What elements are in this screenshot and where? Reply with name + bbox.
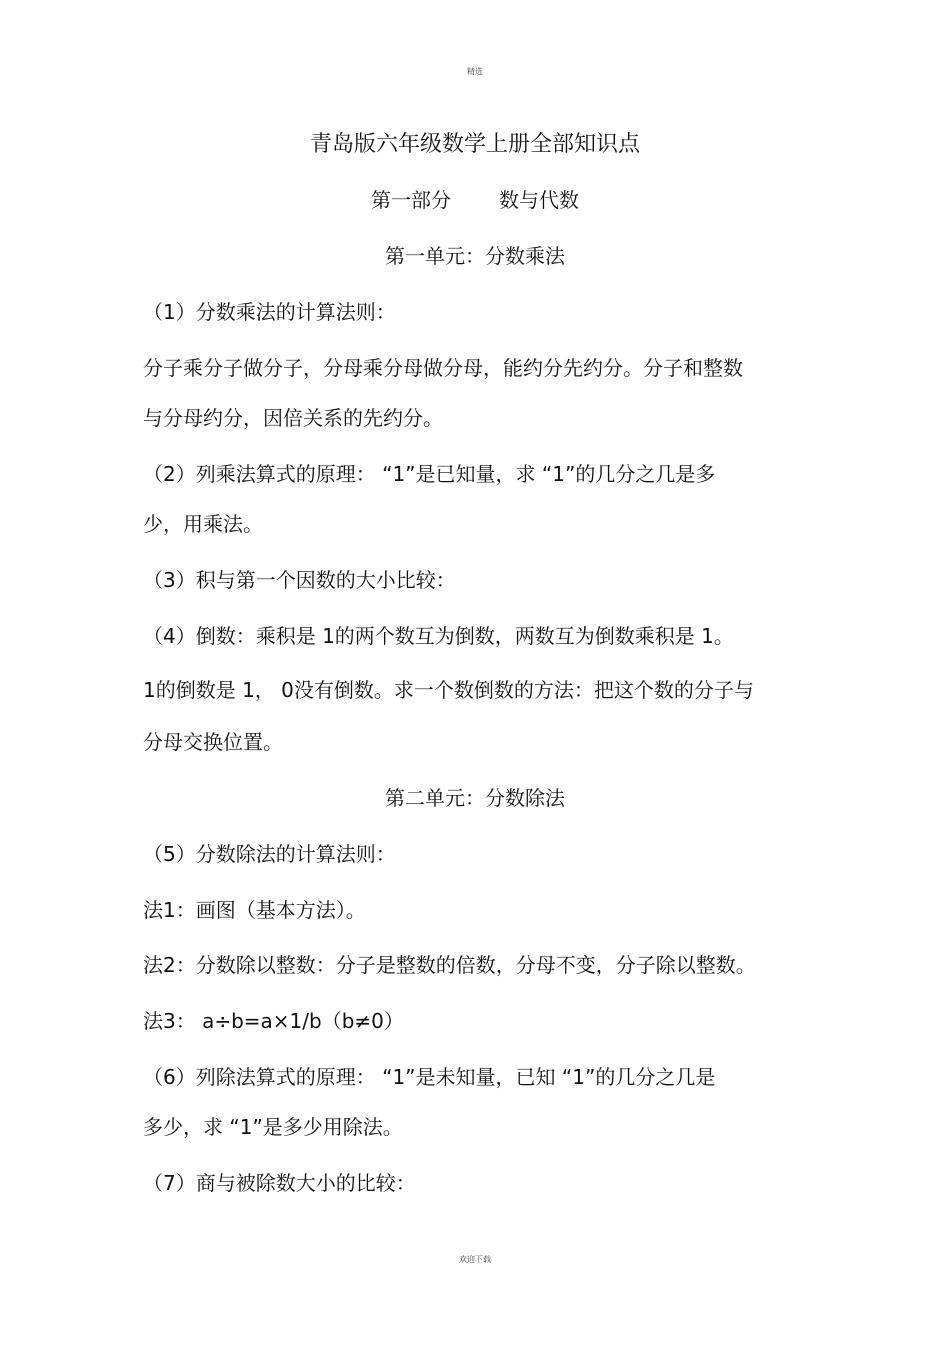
text-line: 1的倒数是 1， 0没有倒数。求一个数倒数的方法：把这个数的分子与 xyxy=(143,678,754,702)
unit-heading-2: 第二单元：分数除法 xyxy=(385,786,565,810)
page-header: 精选 xyxy=(467,67,483,76)
text-line: （2）列乘法算式的原理： “1”是已知量，求 “1”的几分之几是多 xyxy=(143,462,716,486)
text-line: （4）倒数：乘积是 1的两个数互为倒数，两数互为倒数乘积是 1。 xyxy=(143,624,734,648)
text-line: 与分母约分，因倍关系的先约分。 xyxy=(143,406,443,430)
text-line: （5）分数除法的计算法则： xyxy=(143,842,396,866)
text-line: 分子乘分子做分子，分母乘分母做分母，能约分先约分。分子和整数 xyxy=(143,356,743,380)
document-title: 青岛版六年级数学上册全部知识点 xyxy=(309,132,640,157)
text-line: 法2：分数除以整数：分子是整数的倍数，分母不变，分子除以整数。 xyxy=(143,953,756,977)
text-line: 分母交换位置。 xyxy=(143,730,283,754)
formula-line: 法3： a÷b=a×1/b（b≠0） xyxy=(143,1009,404,1033)
page-footer: 欢迎下载 xyxy=(459,1255,491,1264)
text-line: 少，用乘法。 xyxy=(143,512,263,536)
part-heading xyxy=(0,186,950,214)
part-name: 数与代数 xyxy=(499,188,579,212)
text-line: （1）分数乘法的计算法则： xyxy=(143,300,396,324)
part-label: 第一部分 xyxy=(371,188,451,212)
text-line: （6）列除法算式的原理： “1”是未知量，已知 “1”的几分之几是 xyxy=(143,1065,716,1089)
text-line: 多少，求 “1”是多少用除法。 xyxy=(143,1115,403,1139)
text-line: （3）积与第一个因数的大小比较： xyxy=(143,568,456,592)
text-line: （7）商与被除数大小的比较： xyxy=(143,1171,416,1195)
text-line: 法1：画图（基本方法）。 xyxy=(143,898,366,922)
unit-heading-1: 第一单元：分数乘法 xyxy=(385,244,565,268)
